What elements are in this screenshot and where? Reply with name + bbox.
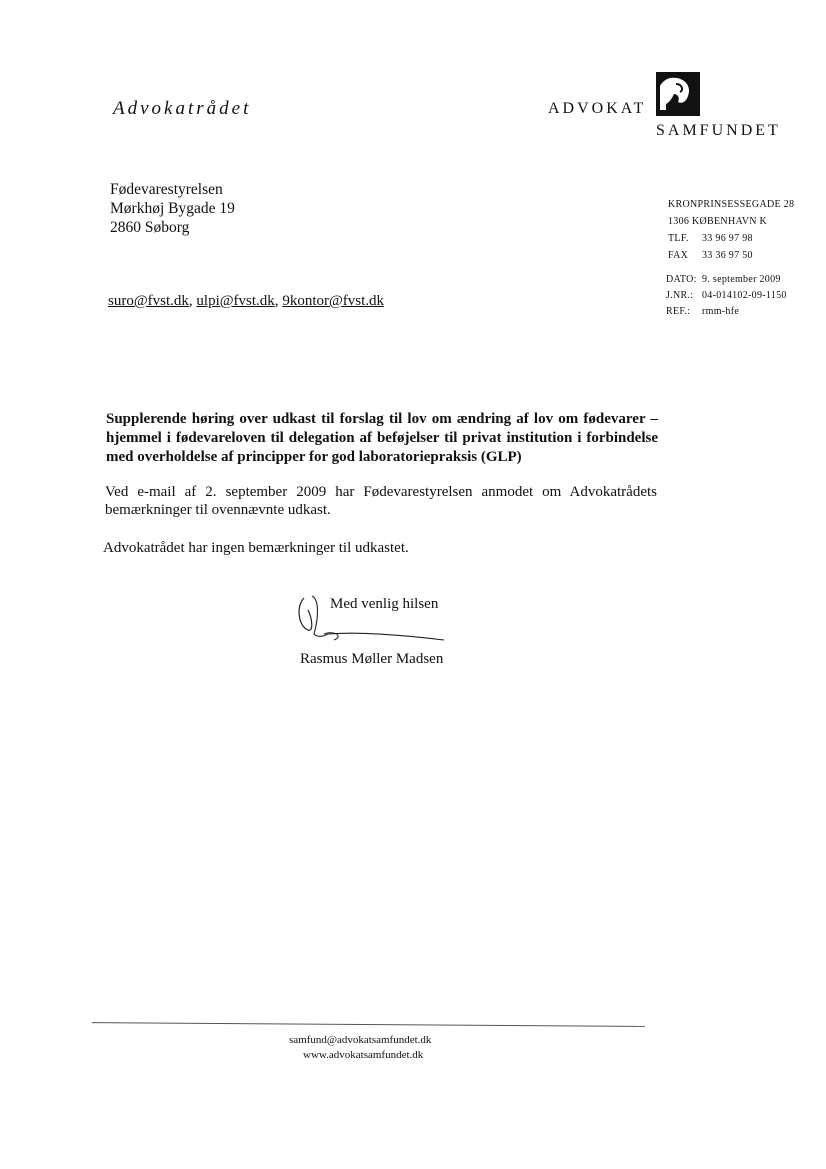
recipient-city: 2860 Søborg [110,219,190,236]
sender-address [668,196,794,264]
logo-text-advokat: ADVOKAT [548,100,647,117]
advokatraadet-brand: Advokatrådet [113,98,252,119]
recipient-address [110,180,235,237]
sender-city: 1306 KØBENHAVN K [668,216,768,227]
reference-row [666,304,787,320]
fax-value: 33 36 97 50 [702,250,753,261]
phone-value: 33 96 97 98 [702,233,753,244]
recipient-name: Fødevarestyrelsen [110,181,223,198]
letter-subject: Supplerende høring over udkast til forslag til lov om ændring af lov om fødevarer – hjemmel i fødevareloven til delegation af beføjelser til privat institution i forbindelse med overholdelse af principper for god laboratoriepraksis (GLP) [106,411,658,465]
date-row [666,272,787,288]
footer-email[interactable]: samfund@advokatsamfundet.dk [289,1034,432,1046]
samfundet-emblem-icon [656,72,700,116]
logo-text-samfundet: SAMFUNDET [656,122,781,139]
footer-divider [92,1022,645,1027]
recipient-emails: suro@fvst.dk, ulpi@fvst.dk, 9kontor@fvst.dk [108,293,385,309]
body-paragraph: Advokatrådet har ingen bemærkninger til udkastet. [103,540,409,556]
reference-value: rmm-hfe [702,306,740,317]
email-link[interactable]: ulpi@fvst.dk [196,293,275,309]
body-paragraph: Ved e-mail af 2. september 2009 har Fødevarestyrelsen anmodet om Advokatrådets bemærkninger til ovennævnte udkast. [105,484,657,518]
recipient-street: Mørkhøj Bygade 19 [110,200,235,217]
date-value: 9. september 2009 [702,274,781,285]
journal-row [666,288,787,304]
footer-website[interactable]: www.advokatsamfundet.dk [303,1049,424,1061]
letter-meta [666,272,787,320]
email-link[interactable]: suro@fvst.dk [108,293,189,309]
closing-greeting: Med venlig hilsen [330,596,439,612]
sender-street: KRONPRINSESSEGADE 28 [668,199,795,210]
reference-label: REF.: [666,306,691,317]
sender-fax [668,247,794,264]
fax-label: FAX [668,250,689,261]
journal-value: 04-014102-09-1150 [702,290,787,301]
journal-label: J.NR.: [666,290,694,301]
sender-phone [668,230,794,247]
phone-label: TLF. [668,233,689,244]
date-label: DATO: [666,274,697,285]
signer-name: Rasmus Møller Madsen [300,651,444,667]
email-link[interactable]: 9kontor@fvst.dk [282,293,385,309]
